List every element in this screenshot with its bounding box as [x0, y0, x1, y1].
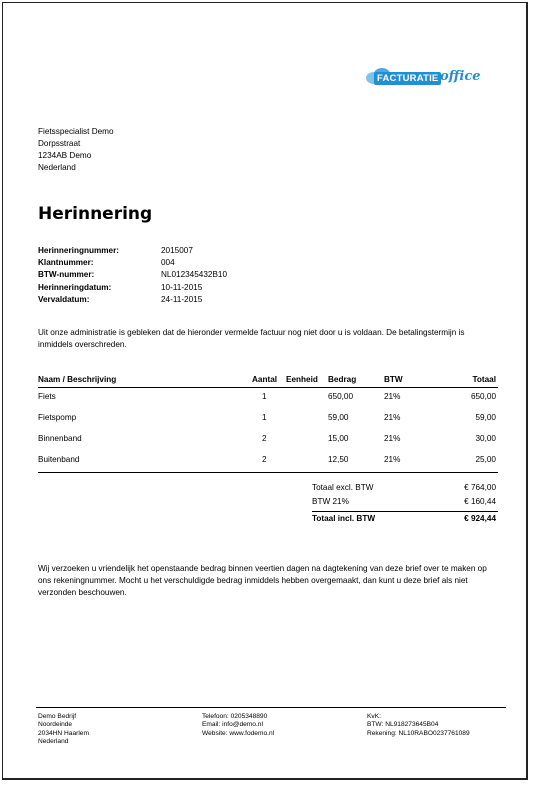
row-vat: 21%	[384, 455, 401, 464]
header-price: Bedrag	[328, 375, 357, 384]
row-total: 650,00	[470, 392, 496, 401]
row-vat: 21%	[384, 392, 401, 401]
meta-row-reminder-number	[38, 245, 227, 257]
row-name: Fiets	[38, 392, 56, 401]
meta-label: Vervaldatum:	[38, 294, 90, 304]
table-row	[38, 455, 498, 467]
totals-block	[312, 483, 498, 528]
meta-label: BTW-nummer:	[38, 270, 95, 280]
table-row	[38, 413, 498, 425]
header-unit: Eenheid	[286, 375, 318, 384]
row-qty: 1	[262, 413, 267, 422]
total-excl-value: € 764,00	[464, 483, 496, 492]
meta-value: 10-11-2015	[161, 282, 203, 292]
header-vat: BTW	[384, 375, 403, 384]
table-header	[38, 375, 498, 387]
meta-value: 004	[161, 258, 175, 268]
row-name: Buitenband	[38, 455, 80, 464]
footer-line: Rekening: NL10RABO0237761089	[367, 729, 470, 737]
row-total: 25,00	[475, 455, 496, 464]
total-incl-row	[312, 514, 498, 526]
logo-text-facturatie: FACTURATIE	[374, 72, 441, 85]
footer-line: Demo Bedrijf	[38, 713, 77, 720]
meta-value: 2015007	[161, 246, 193, 255]
address-line: Dorpsstraat	[38, 139, 81, 148]
header-total: Totaal	[472, 375, 496, 384]
footer-line: BTW: NL918273645B04	[367, 721, 439, 729]
meta-value: 24-11-2015	[161, 294, 203, 304]
footer-line: Nederland	[38, 738, 69, 746]
meta-row-vat-number	[38, 269, 227, 281]
row-qty: 2	[262, 434, 267, 443]
total-incl-label: Totaal incl. BTW	[312, 514, 376, 523]
footer-registration	[367, 713, 470, 738]
vat-value: € 160,44	[464, 497, 496, 506]
logo-text-office: office	[440, 69, 481, 84]
meta-row-due-date	[38, 294, 227, 306]
document-title: Herinnering	[38, 204, 153, 224]
row-qty: 2	[262, 455, 267, 464]
row-vat: 21%	[384, 413, 401, 422]
total-excl-label: Totaal excl. BTW	[312, 483, 374, 492]
sender-address	[38, 126, 114, 174]
header-qty: Aantal	[252, 375, 278, 384]
table-row	[38, 434, 498, 446]
row-price: 12,50	[328, 455, 349, 464]
row-price: 59,00	[328, 413, 349, 422]
meta-label: Herinneringnummer:	[38, 246, 119, 255]
row-name: Binnenband	[38, 434, 82, 443]
header-name: Naam / Beschrijving	[38, 375, 117, 384]
facturatie-office-logo	[364, 66, 481, 92]
row-qty: 1	[262, 392, 267, 401]
address-line: Fietsspecialist Demo	[38, 127, 114, 136]
footer-line: 2034HN Haarlem	[38, 729, 89, 737]
footer-company	[38, 713, 89, 747]
meta-row-customer-number	[38, 257, 227, 269]
reminder-meta	[38, 245, 227, 306]
intro-paragraph: Uit onze administratie is gebleken dat de hieronder vermelde factuur nog niet door u is voldaan. De betalingstermijn is inmiddels overschreden.	[38, 328, 465, 349]
row-name: Fietspomp	[38, 413, 77, 422]
row-total: 59,00	[475, 413, 496, 422]
totals-divider	[312, 511, 498, 512]
vat-label: BTW 21%	[312, 497, 349, 506]
footer-line: Noordeinde	[38, 721, 73, 729]
meta-value: NL012345432B10	[161, 270, 228, 280]
table-row	[38, 392, 498, 404]
row-vat: 21%	[384, 434, 401, 443]
meta-label: Klantnummer:	[38, 258, 94, 268]
meta-row-reminder-date	[38, 282, 227, 294]
row-price: 15,00	[328, 434, 349, 443]
footer-contact	[202, 713, 274, 738]
footer-divider	[36, 707, 506, 708]
footer-line: KvK:	[367, 713, 381, 720]
invoice-page	[2, 2, 528, 780]
footer-line: Website: www.fodemo.nl	[202, 729, 275, 737]
row-total: 30,00	[475, 434, 496, 443]
closing-paragraph: Wij verzoeken u vriendelijk het openstaande bedrag binnen veertien dagen na dagtekening van deze brief over te maken op ons rekeningnummer. Mocht u het verschuldigde bedrag inmiddels hebben overgemaakt, dan kunt u deze brief als niet verzonden beschouwen.	[38, 564, 487, 597]
table-header-divider	[38, 387, 498, 388]
footer-line: Email: info@demo.nl	[202, 721, 263, 729]
vat-row	[312, 497, 498, 509]
row-price: 650,00	[328, 392, 354, 401]
footer-line: Telefoon: 0205348890	[202, 713, 268, 720]
table-end-divider	[38, 472, 498, 473]
address-line: Nederland	[38, 163, 76, 172]
total-excl-row	[312, 483, 498, 495]
total-incl-value: € 924,44	[464, 514, 496, 523]
address-line: 1234AB Demo	[38, 151, 92, 160]
meta-label: Herinneringdatum:	[38, 282, 112, 292]
